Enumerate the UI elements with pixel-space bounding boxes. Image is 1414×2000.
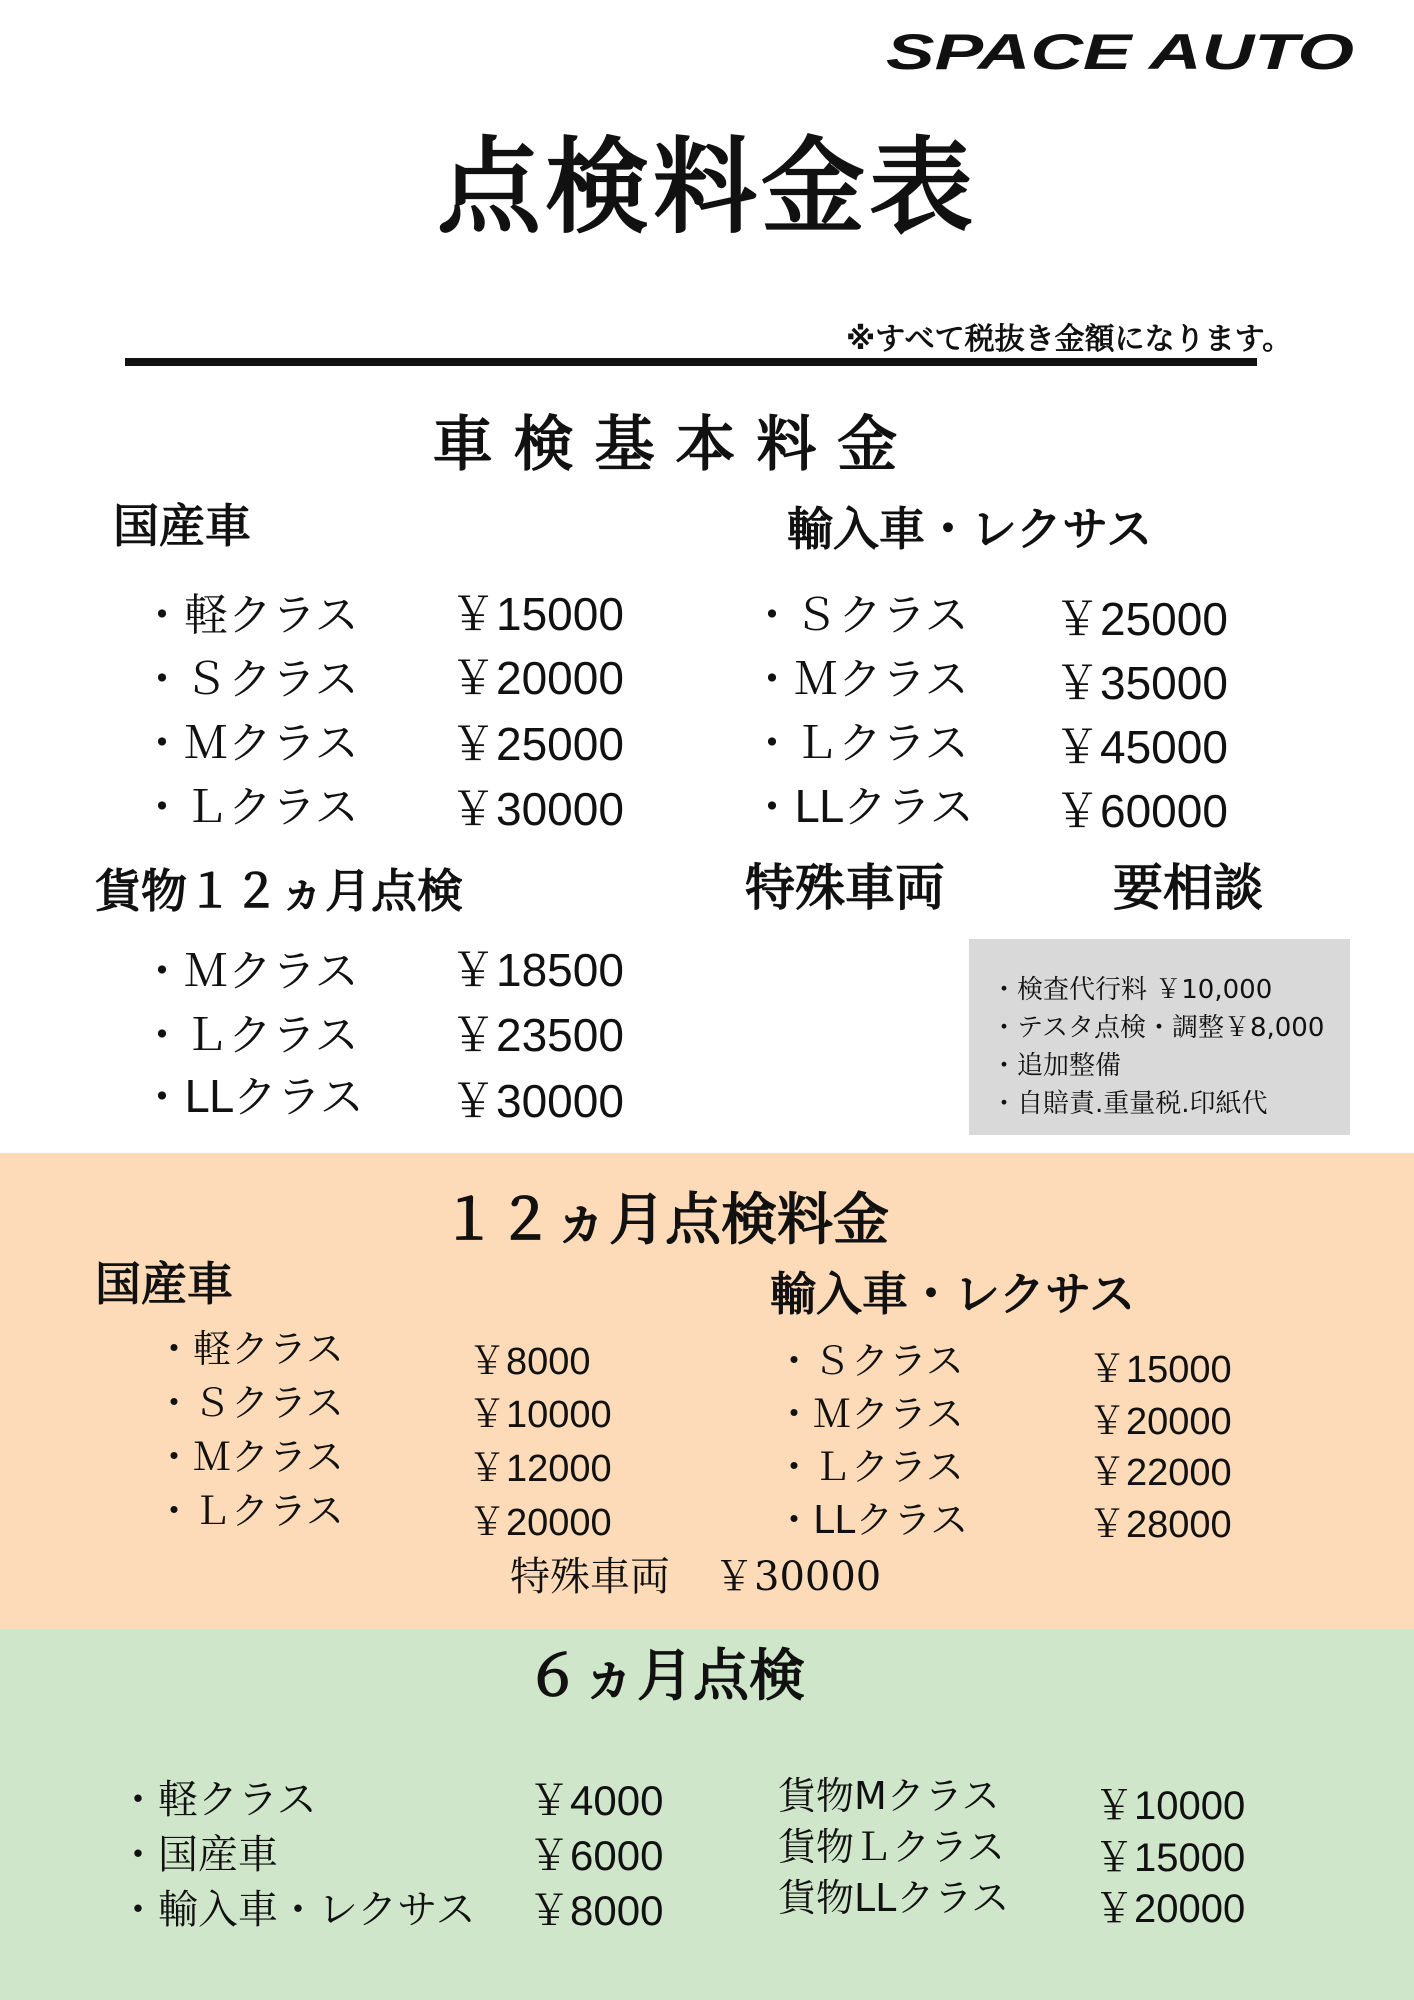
list-item-name: ・Ｓクラス [140,654,359,705]
extra-fees-box [969,939,1350,1135]
space-auto-logo [886,28,1356,76]
shaken-title: 車 検 基 本 料 金 [432,410,898,480]
list-item-name: ・Ｌクラス [155,1489,344,1533]
list-item-price: ￥8000 [528,1887,664,1934]
list-item-price: ￥22000 [1088,1452,1232,1494]
list-item-name: ・Ｍクラス [140,946,359,997]
list-item-price: ￥8000 [468,1341,591,1383]
list-item-name: ・輸入車・レクサス [118,1887,476,1933]
list-item-name: 貨物Mクラス [778,1774,1000,1818]
twelve-imported-label: 輸入車・レクサス [770,1267,1136,1321]
list-item-price: ￥60000 [1054,785,1228,837]
list-item-price: ￥10000 [1094,1784,1246,1828]
list-item-name: ・Ｓクラス [750,590,969,641]
list-item-name: ・Ｌクラス [140,782,359,833]
list-item-price: ￥25000 [1054,593,1228,645]
list-item-name: ・Ｍクラス [775,1392,964,1436]
tax-note: ※すべて税抜き金額になります。 [846,322,1293,357]
svg-text:SPACE AUTO: SPACE AUTO [886,28,1355,76]
six-month-title: ６ヵ月点検 [525,1644,805,1709]
list-item-price: ￥20000 [1094,1887,1246,1931]
list-item-price: ￥30000 [450,783,624,835]
list-item-name: ・Ｍクラス [155,1435,344,1479]
list-item-price: ￥45000 [1054,721,1228,773]
list-item-price: ￥35000 [1054,657,1228,709]
list-item-price: ￥20000 [1088,1401,1232,1443]
list-item-price: ￥10000 [468,1394,612,1436]
list-item-price: ￥28000 [1088,1504,1232,1546]
twelve-domestic-label: 国産車 [95,1257,233,1311]
special-vehicle-value: 要相談 [1113,859,1263,917]
special-vehicle-label: 特殊車両 [745,859,945,917]
list-item-name: ・Ｌクラス [750,718,969,769]
extra-fee-item: ・自賠責.重量税.印紙代 [991,1089,1268,1119]
list-item-name: 貨物Ｌクラス [778,1825,1005,1869]
list-item-price: ￥15000 [1088,1349,1232,1391]
list-item-price: ￥30000 [450,1075,624,1127]
list-item-price: ￥15000 [1094,1836,1246,1880]
shaken-imported-label: 輸入車・レクサス [787,502,1153,556]
list-item-name: ・Ｌクラス [140,1010,359,1061]
list-item-price: ￥18500 [450,944,624,996]
special-vehicle-price: ￥30000 [714,1554,882,1600]
list-item-price: ￥23500 [450,1009,624,1061]
list-item-price: ￥25000 [450,718,624,770]
list-item-name: ・軽クラス [155,1327,344,1371]
divider [125,358,1257,366]
list-item-name: ・LLクラス [140,1072,364,1123]
shaken-domestic-label: 国産車 [113,499,251,553]
special-vehicle-label: 特殊車両 [510,1554,670,1600]
twelve-special-vehicle [510,1545,881,1602]
list-item-price: ￥6000 [528,1832,664,1879]
list-item-name: ・軽クラス [140,590,359,641]
page-title: 点検料金表 [436,126,977,248]
twelve-month-title: １２ヵ月点検料金 [441,1188,889,1253]
list-item-price: ￥15000 [450,588,624,640]
list-item-name: ・Ｍクラス [140,718,359,769]
list-item-price: ￥20000 [468,1502,612,1544]
list-item-name: ・Ｓクラス [775,1339,964,1383]
list-item-price: ￥12000 [468,1448,612,1490]
cargo-label: 貨物１２ヵ月点検 [95,864,463,918]
extra-fee-item: ・テスタ点検・調整￥8,000 [991,1013,1325,1043]
list-item-name: ・LLクラス [750,782,974,833]
list-item-name: ・Ｍクラス [750,654,969,705]
list-item-name: ・軽クラス [118,1777,317,1823]
list-item-name: ・国産車 [118,1832,278,1878]
list-item-name: ・LLクラス [775,1498,969,1542]
list-item-price: ￥4000 [528,1777,664,1824]
extra-fee-item: ・追加整備 [991,1051,1122,1081]
list-item-name: 貨物LLクラス [778,1876,1010,1920]
list-item-price: ￥20000 [450,652,624,704]
list-item-name: ・Ｓクラス [155,1381,344,1425]
list-item-name: ・Ｌクラス [775,1445,964,1489]
extra-fee-item: ・検査代行料 ￥10,000 [991,975,1273,1005]
